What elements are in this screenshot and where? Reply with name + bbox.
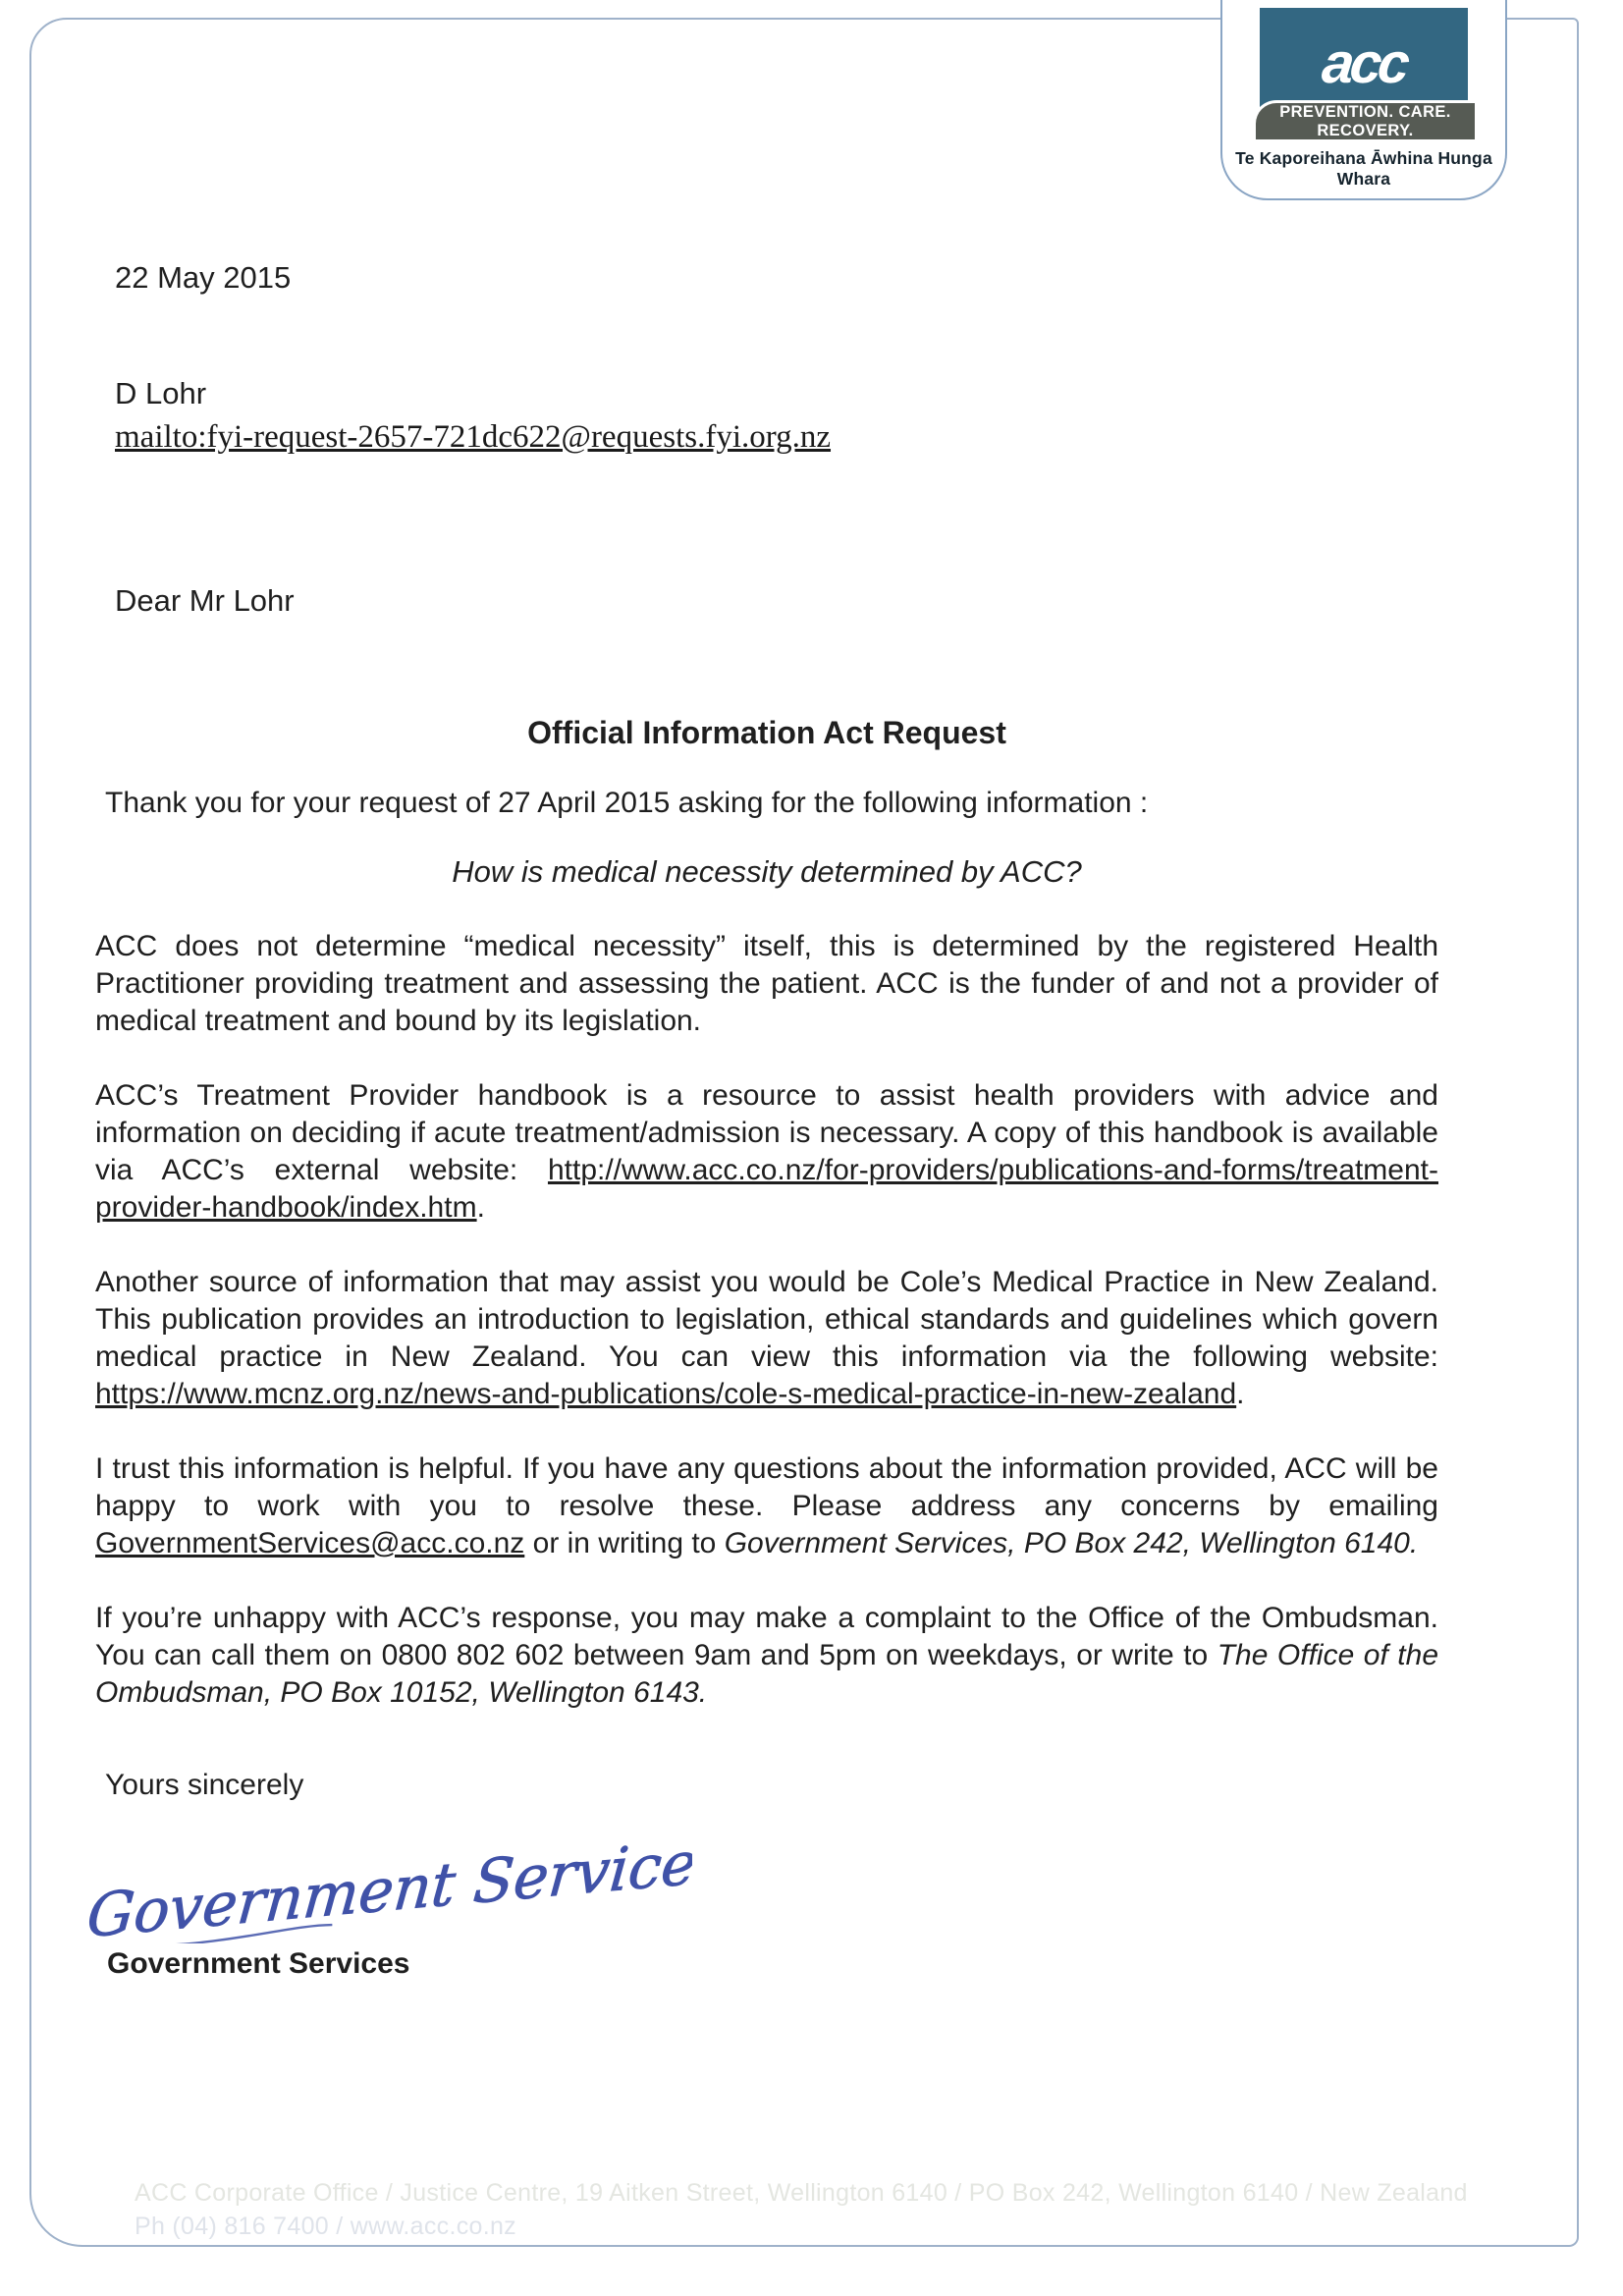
paragraph-3-text: Another source of information that may assist you would be Cole’s Medical Practice in New Zealand. This publication provides an introduction to legislation, ethical standards and guidelines which govern medical practice in New Zealand. You can view this information via the following website: <box>95 1266 1438 1373</box>
paragraph-2 <box>95 1077 1438 1227</box>
paragraph-4-text: I trust this information is helpful. If you have any questions about the information provided, ACC will be happy to work with you to resolve these. Please address any concerns by emailing <box>95 1452 1438 1522</box>
mcnz-url-link[interactable]: https://www.mcnz.org.nz/news-and-publications/cole-s-medical-practice-in-new-zealand <box>95 1378 1237 1410</box>
signer-name: Government Services <box>107 1947 410 1980</box>
recipient-name: D Lohr <box>115 376 207 410</box>
handbook-url-link[interactable]: http://www.acc.co.nz/for-providers/publications-and-forms/treatment-provider-handbook/index.htm <box>95 1154 1438 1224</box>
recipient-email-line <box>115 418 1438 457</box>
paragraph-3-period: . <box>1236 1378 1245 1410</box>
acc-maori-name: Te Kaporeihana Āwhina Hunga Whara <box>1235 148 1492 189</box>
paragraph-2-period: . <box>476 1191 485 1224</box>
paragraph-4-postal-address: Government Services, PO Box 242, Wellington 6140. <box>724 1527 1419 1559</box>
acc-tagline-banner <box>1253 100 1475 139</box>
request-quote: How is medical necessity determined by ACC? <box>452 854 1082 889</box>
paragraph-1: ACC does not determine “medical necessity” itself, this is determined by the registered Health Practitioner providing treatment and assessing the patient. ACC is the funder of and not a provider of medical treatment and bound by its legislation. <box>95 930 1438 1037</box>
handwritten-signature <box>83 1826 1438 1943</box>
footer-phone-line: Ph (04) 816 7400 / www.acc.co.nz <box>135 2213 516 2240</box>
paragraph-4 <box>95 1450 1438 1562</box>
paragraph-2-text: ACC’s Treatment Provider handbook is a resource to assist health providers with advice and information on deciding if acute treatment/admission is necessary. A copy of this handbook is available via ACC’s external website: <box>95 1079 1438 1186</box>
paragraph-5 <box>95 1600 1438 1712</box>
paragraph-4-mid: or in writing to <box>524 1527 725 1559</box>
acc-tagline-label: PREVENTION. CARE. RECOVERY. <box>1279 102 1451 139</box>
paragraph-5-text: If you’re unhappy with ACC’s response, you may make a complaint to the Office of the Ombudsman. You can call them on 0800 802 602 between 9am and 5pm on weekdays, or write to <box>95 1602 1438 1671</box>
ombudsman-postal-address: The Office of the Ombudsman, PO Box 10152, Wellington 6143. <box>95 1639 1439 1709</box>
subject-title: Official Information Act Request <box>527 715 1006 750</box>
recipient-email-link[interactable]: mailto:fyi-request-2657-721dc622@requests.fyi.org.nz <box>115 419 832 455</box>
paragraph-3 <box>95 1264 1438 1413</box>
acc-logo <box>1220 0 1507 200</box>
letter-body <box>83 0 1439 1983</box>
closing-line: Yours sincerely <box>105 1769 304 1801</box>
government-services-email-link[interactable]: GovernmentServices@acc.co.nz <box>95 1527 525 1559</box>
letter-date: 22 May 2015 <box>115 260 292 295</box>
intro-line: Thank you for your request of 27 April 2015 asking for the following information : <box>105 787 1149 819</box>
acc-logo-text: acc <box>1319 30 1409 95</box>
footer-address-line: ACC Corporate Office / Justice Centre, 19 Aitken Street, Wellington 6140 / PO Box 242, Wellington 6140 / New Zealand <box>135 2179 1468 2207</box>
letterhead-footer <box>135 2176 1509 2243</box>
signature-text: Government Services <box>83 1826 692 1943</box>
salutation: Dear Mr Lohr <box>115 583 295 618</box>
